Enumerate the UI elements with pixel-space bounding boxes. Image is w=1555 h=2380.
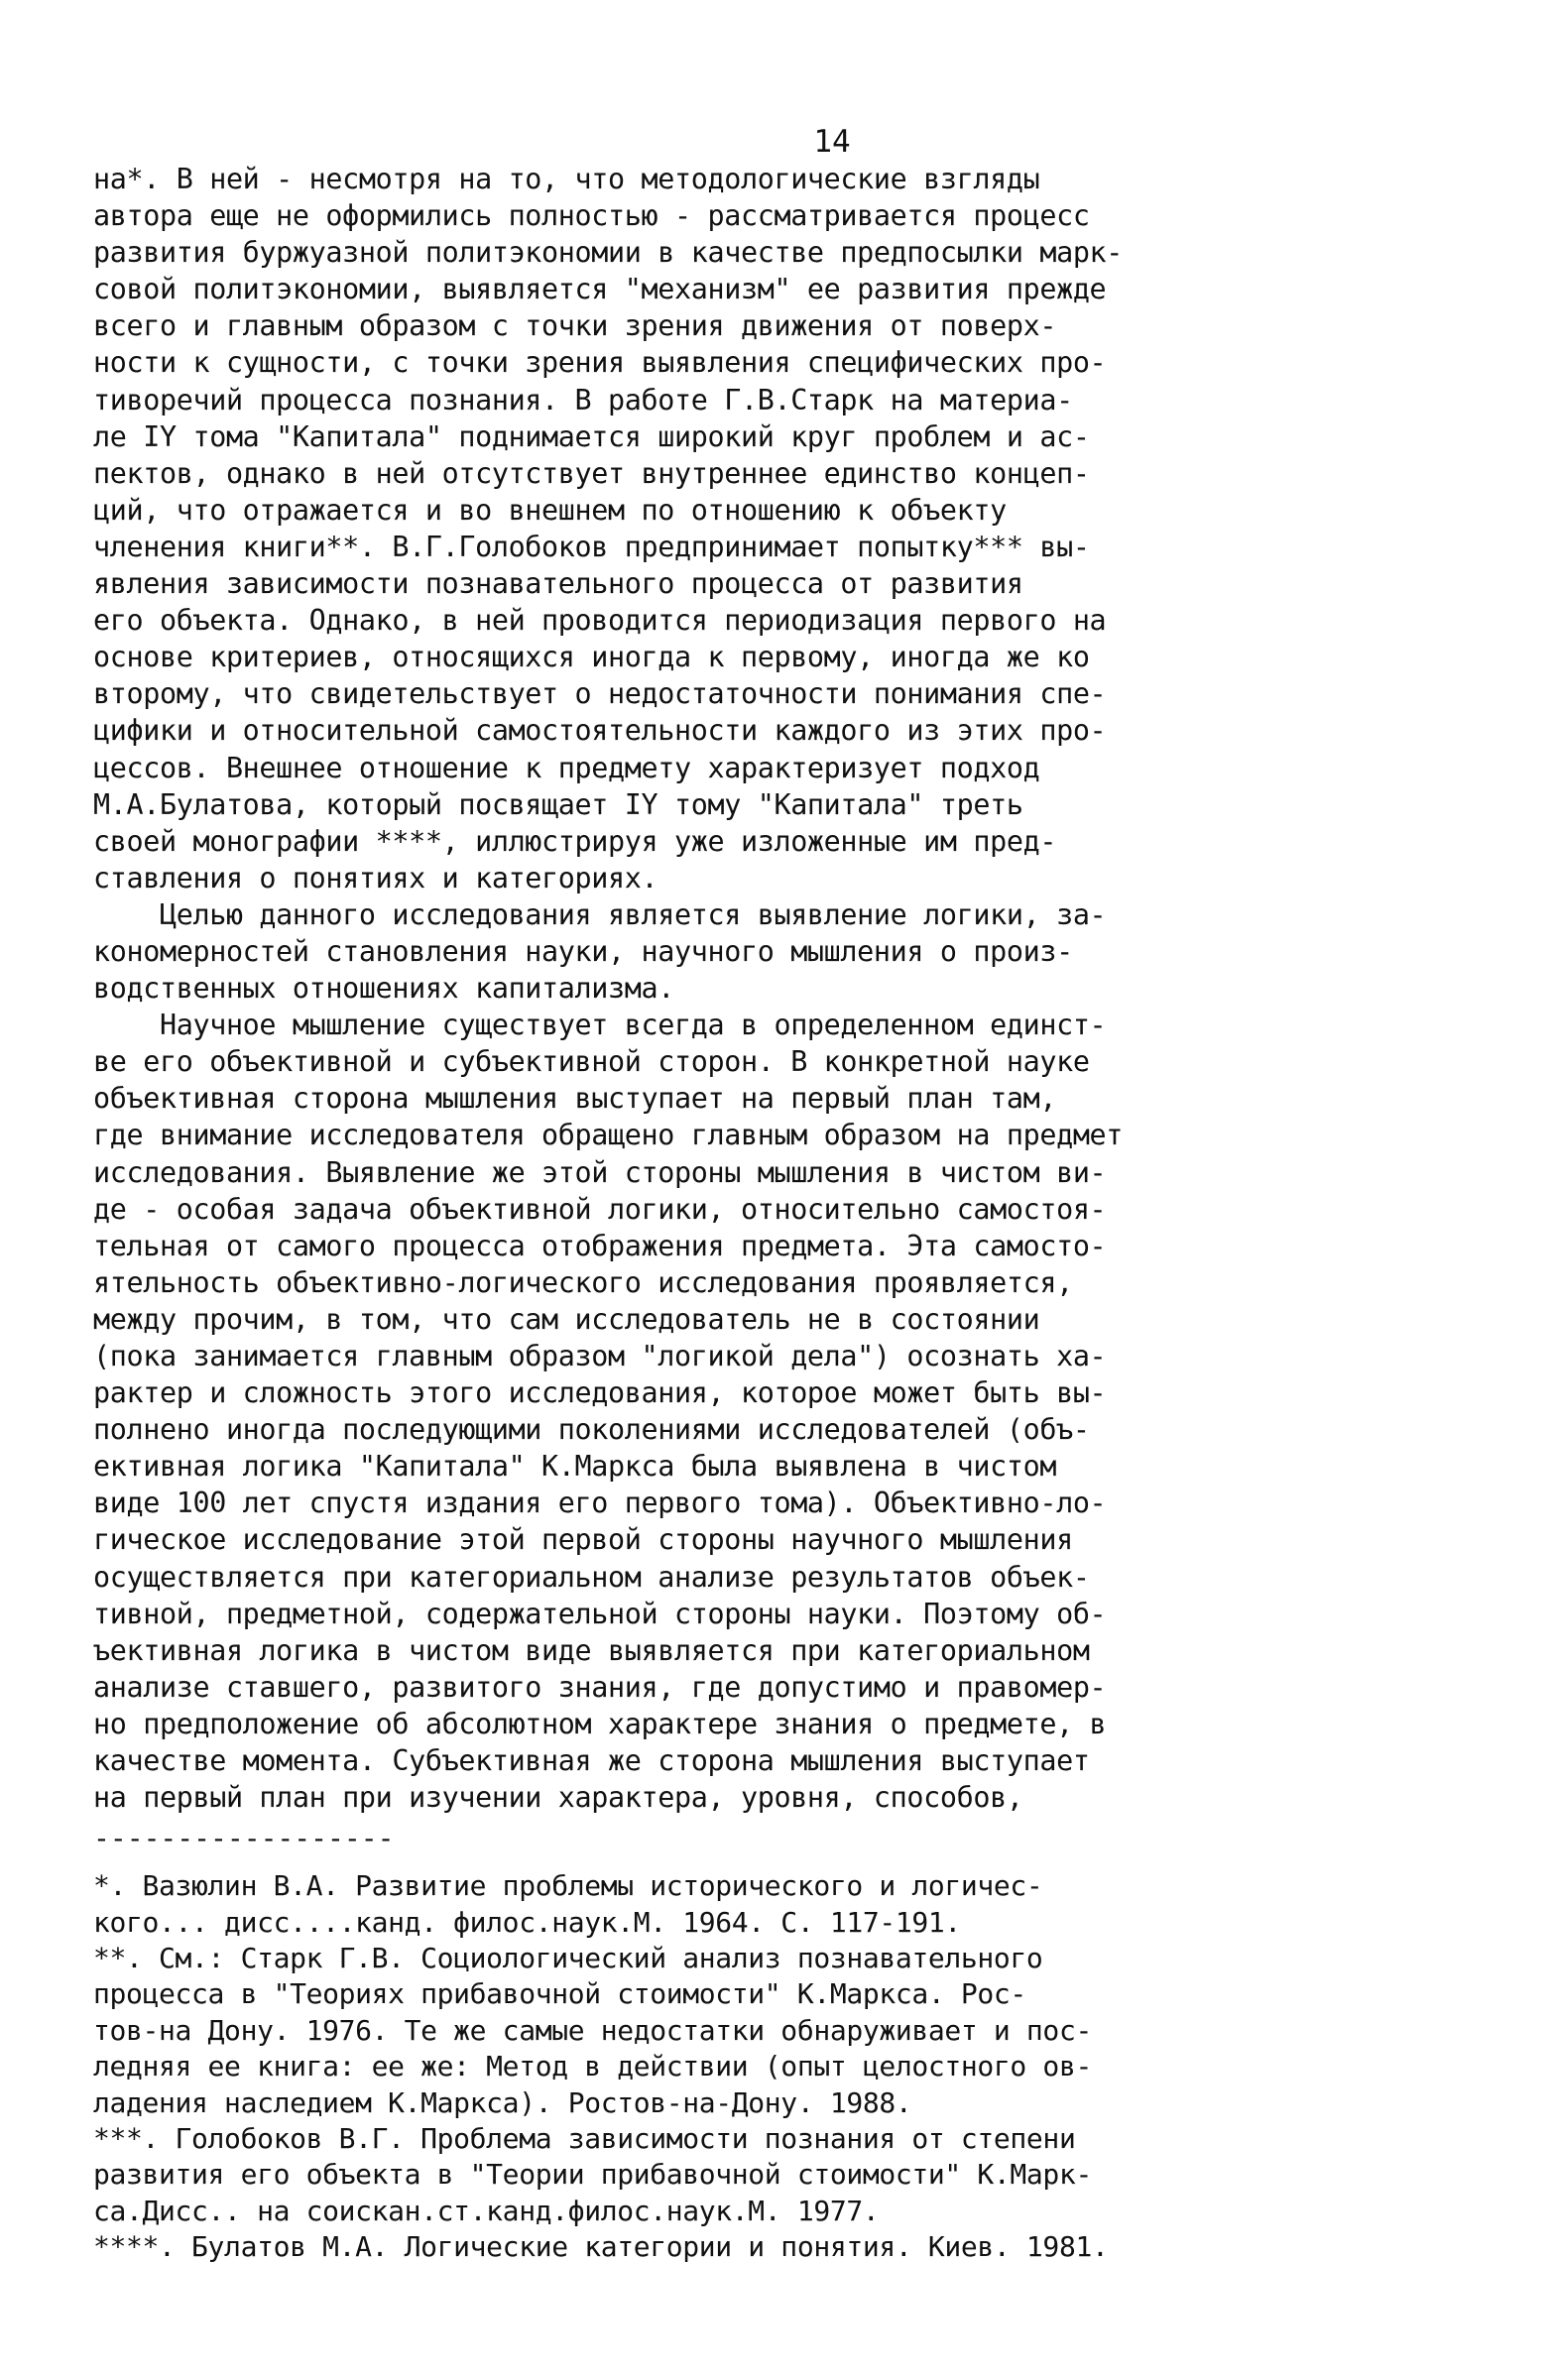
body-line: пектов, однако в ней отсутствует внутреннее единство концеп-	[93, 456, 1090, 490]
body-line: М.А.Булатова, который посвящает IY тому "Капитала" треть	[93, 787, 1023, 821]
body-line: развития буржуазной политэкономии в качестве предпосылки марк-	[93, 236, 1124, 270]
footnote-line: **. См.: Старк Г.В. Социологический анализ познавательного	[93, 1942, 1043, 1974]
body-line: объективная сторона мышления выступает на первый план там,	[93, 1082, 1057, 1116]
footnote-line: ладения наследием К.Маркса). Ростов-на-Дону. 1988.	[93, 2085, 912, 2119]
footnote-line: процесса в "Теориях прибавочной стоимости" К.Маркса. Рос-	[93, 1977, 1026, 2011]
body-line: гическое исследование этой первой стороны научного мышления	[93, 1523, 1073, 1557]
footnote-line: развития его объекта в "Теории прибавочной стоимости" К.Марк-	[93, 2158, 1092, 2192]
footnote-line: ***. Голобоков В.Г. Проблема зависимости познания от степени	[93, 2121, 1076, 2155]
body-line: своей монографии ****, иллюстрируя уже изложенные им пред-	[93, 824, 1057, 858]
body-line: де - особая задача объективной логики, относительно самостоя-	[93, 1192, 1107, 1226]
footnote-line: ледняя ее книга: ее же: Метод в действии (опыт целостного ов-	[93, 2050, 1092, 2083]
body-line: ве его объективной и субъективной сторон. В конкретной науке	[93, 1045, 1090, 1079]
body-line: ставления о понятиях и категориях.	[93, 861, 658, 894]
footnote-line: кого... дисс....канд. филос.наук.М. 1964. С. 117-191.	[93, 1905, 961, 1939]
body-line: анализе ставшего, развитого знания, где допустимо и правомер-	[93, 1670, 1107, 1704]
footnote-line: са.Дисс.. на соискан.ст.канд.филос.наук.М. 1977.	[93, 2194, 880, 2227]
body-line: между прочим, в том, что сам исследователь не в состоянии	[93, 1302, 1040, 1336]
body-line: совой политэкономии, выявляется "механизм" ее развития прежде	[93, 273, 1107, 306]
page-number: 14	[813, 124, 851, 160]
body-line: качестве момента. Субъективная же сторона мышления выступает	[93, 1744, 1090, 1778]
body-line: осуществляется при категориальном анализе результатов объек-	[93, 1560, 1090, 1594]
body-line: автора еще не оформились полностью - рассматривается процесс	[93, 199, 1090, 233]
body-line: ности к сущности, с точки зрения выявления специфических про-	[93, 346, 1107, 380]
body-line: цессов. Внешнее отношение к предмету характеризует подход	[93, 751, 1040, 784]
body-line: водственных отношениях капитализма.	[93, 972, 674, 1006]
body-line: кономерностей становления науки, научного мышления о произ-	[93, 934, 1073, 968]
body-line: Научное мышление существует всегда в определенном единст-	[93, 1009, 1107, 1042]
body-line: ле IY тома "Капитала" поднимается широкий круг проблем и ас-	[93, 419, 1090, 453]
body-line: на первый план при изучении характера, уровня, способов,	[93, 1781, 1023, 1815]
body-line: полнено иногда последующими поколениями исследователей (объ-	[93, 1413, 1090, 1447]
body-line: (пока занимается главным образом "логикой дела") осознать ха-	[93, 1340, 1107, 1372]
body-line: виде 100 лет спустя издания его первого тома). Объективно-ло-	[93, 1487, 1107, 1520]
body-line: исследования. Выявление же этой стороны мышления в чистом ви-	[93, 1155, 1107, 1189]
footnote-separator: ------------------	[93, 1822, 395, 1855]
body-line: рактер и сложность этого исследования, которое может быть вы-	[93, 1376, 1107, 1410]
body-line: тиворечий процесса познания. В работе Г.В.Старк на материа-	[93, 383, 1073, 416]
body-line: ций, что отражается и во внешнем по отношению к объекту	[93, 493, 1007, 527]
body-line: его объекта. Однако, в ней проводится периодизация первого на	[93, 604, 1107, 638]
body-line: тивной, предметной, содержательной стороны науки. Поэтому об-	[93, 1597, 1107, 1630]
body-line: второму, что свидетельствует о недостаточности понимания спе-	[93, 677, 1107, 711]
body-line: всего и главным образом с точки зрения движения от поверх-	[93, 309, 1057, 343]
body-line: ъективная логика в чистом виде выявляется при категориальном	[93, 1633, 1090, 1667]
body-line: ективная логика "Капитала" К.Маркса была выявлена в чистом	[93, 1450, 1057, 1484]
body-line: основе критериев, относящихся иногда к первому, иногда же ко	[93, 641, 1090, 674]
body-line: ятельность объективно-логического исследования проявляется,	[93, 1265, 1073, 1299]
document-page	[93, 125, 1472, 2266]
footnote-line: тов-на Дону. 1976. Те же самые недостатки обнаруживает и пос-	[93, 2013, 1092, 2047]
body-line: тельная от самого процесса отображения предмета. Эта самосто-	[93, 1229, 1107, 1262]
body-line: на*. В ней - несмотря на то, что методологические взгляды	[93, 163, 1040, 195]
body-line: цифики и относительной самостоятельности каждого из этих про-	[93, 714, 1107, 748]
footnote-line: *. Вазюлин В.А. Развитие проблемы исторического и логичес-	[93, 1869, 1043, 1903]
body-text	[93, 161, 1472, 1816]
body-line: явления зависимости познавательного процесса от развития	[93, 567, 1023, 601]
body-line: членения книги**. В.Г.Голобоков предпринимает попытку*** вы-	[93, 530, 1090, 563]
body-line: Целью данного исследования является выявление логики, за-	[93, 897, 1107, 931]
body-line: но предположение об абсолютном характере знания о предмете, в	[93, 1707, 1107, 1740]
body-line: где внимание исследователя обращено главным образом на предмет	[93, 1119, 1124, 1152]
footnotes	[93, 1868, 1472, 2265]
footnote-line: ****. Булатов М.А. Логические категории и понятия. Киев. 1981.	[93, 2230, 1109, 2264]
